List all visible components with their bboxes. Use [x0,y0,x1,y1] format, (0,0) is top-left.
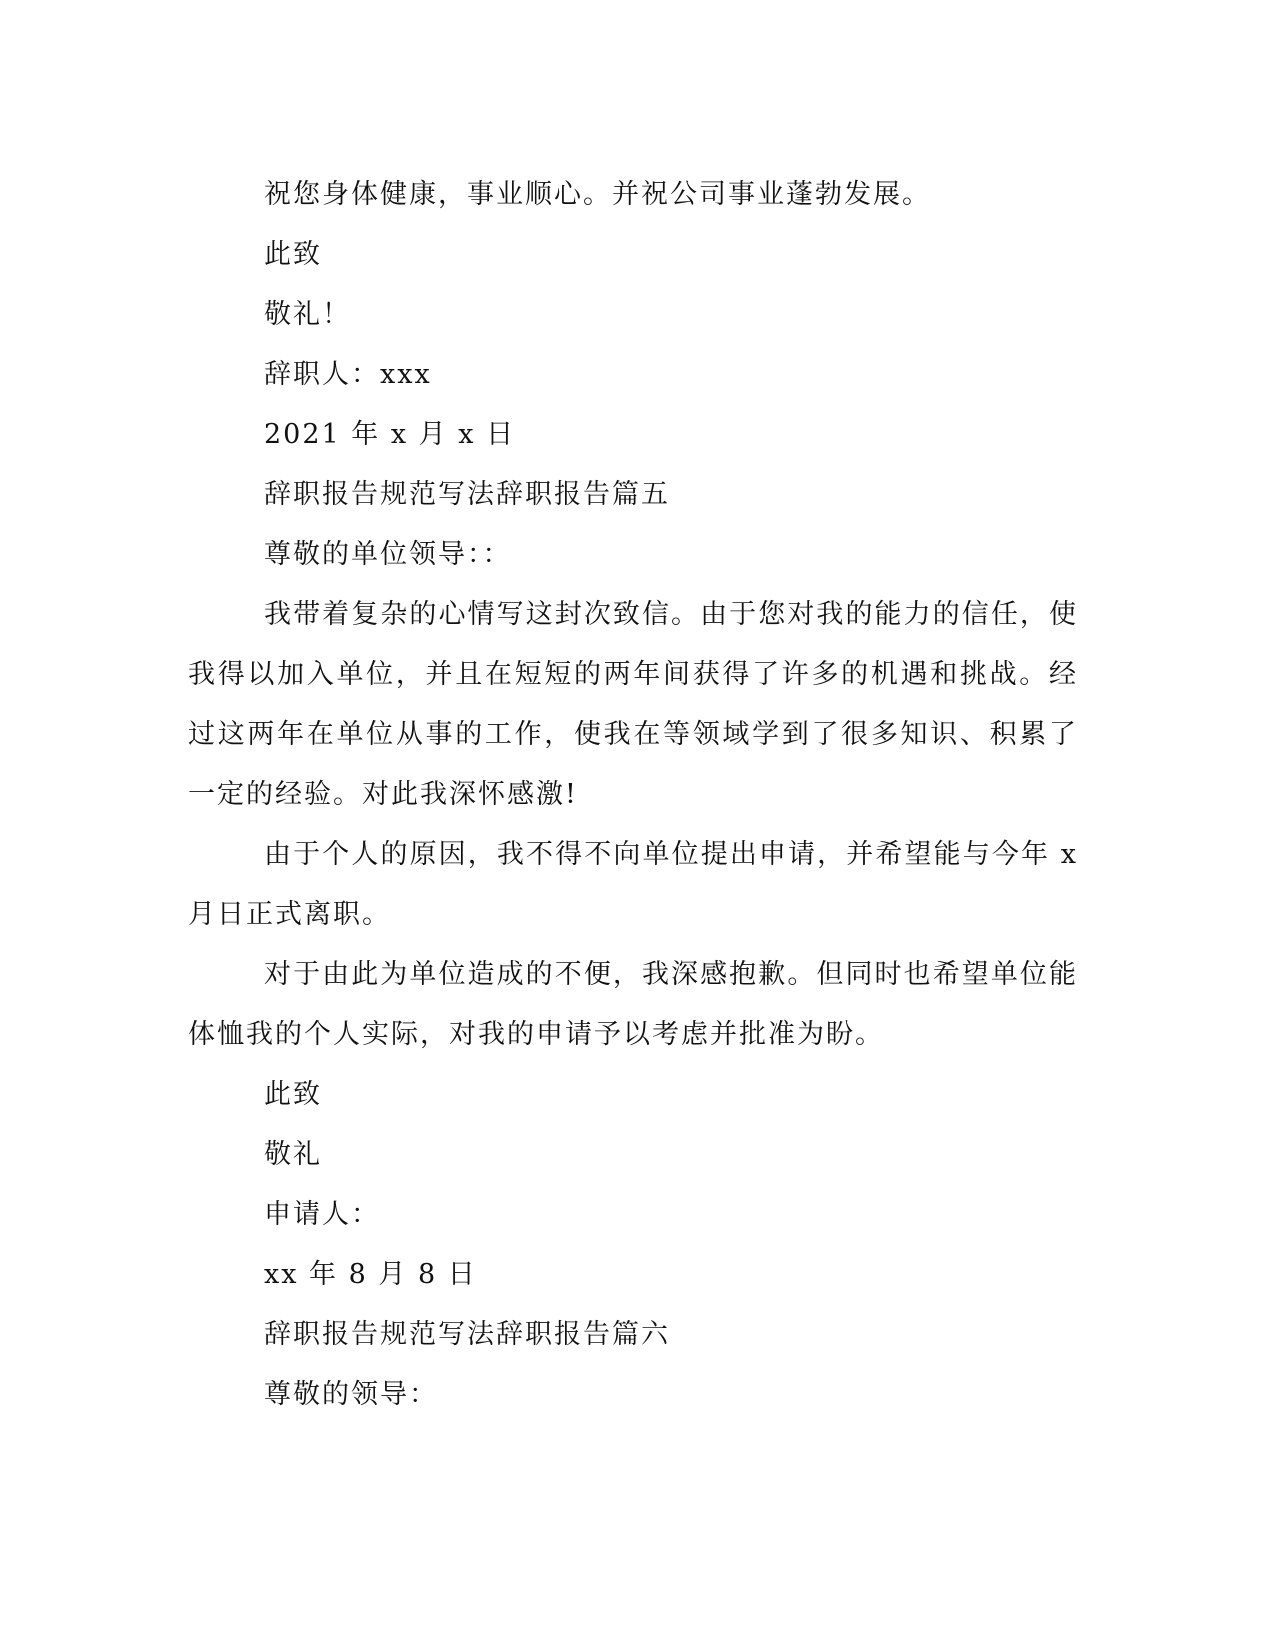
greeting-line: 尊敬的单位领导：： [264,539,512,570]
date-line: 2021 年 x 月 x 日 [264,419,516,450]
date-line-2: xx 年 8 月 8 日 [264,1259,477,1290]
section-heading-six: 辞职报告规范写法辞职报告篇六 [264,1319,670,1350]
section-heading-five: 辞职报告规范写法辞职报告篇五 [264,479,670,510]
closing-wish: 祝您身体健康，事业顺心。并祝公司事业蓬勃发展。 [264,179,931,210]
greeting-line-2: 尊敬的领导： [264,1379,438,1410]
resigner-name: 辞职人：xxx [264,359,432,390]
applicant-line: 申请人： [264,1199,380,1230]
body-paragraph-3: 对于由此为单位造成的不便，我深感抱歉。但同时也希望单位能体恤我的个人实际，对我的申请予以考虑并批准为盼。 [188,959,1078,1050]
salutation-cizhi: 此致 [264,239,322,270]
body-paragraph-1: 我带着复杂的心情写这封次致信。由于您对我的能力的信任，使我得以加入单位，并且在短短的两年间获得了许多的机遇和挑战。经过这两年在单位从事的工作，使我在等领域学到了很多知识、积累了一定的经验。对此我深怀感激! [188,599,1078,810]
body-paragraph-2: 由于个人的原因，我不得不向单位提出申请，并希望能与今年 x 月日正式离职。 [188,839,1078,930]
salutation-jingli: 敬礼！ [264,299,351,330]
document-body [188,165,1078,1425]
salutation-cizhi-2: 此致 [264,1079,322,1110]
salutation-jingli-2: 敬礼 [264,1139,322,1170]
